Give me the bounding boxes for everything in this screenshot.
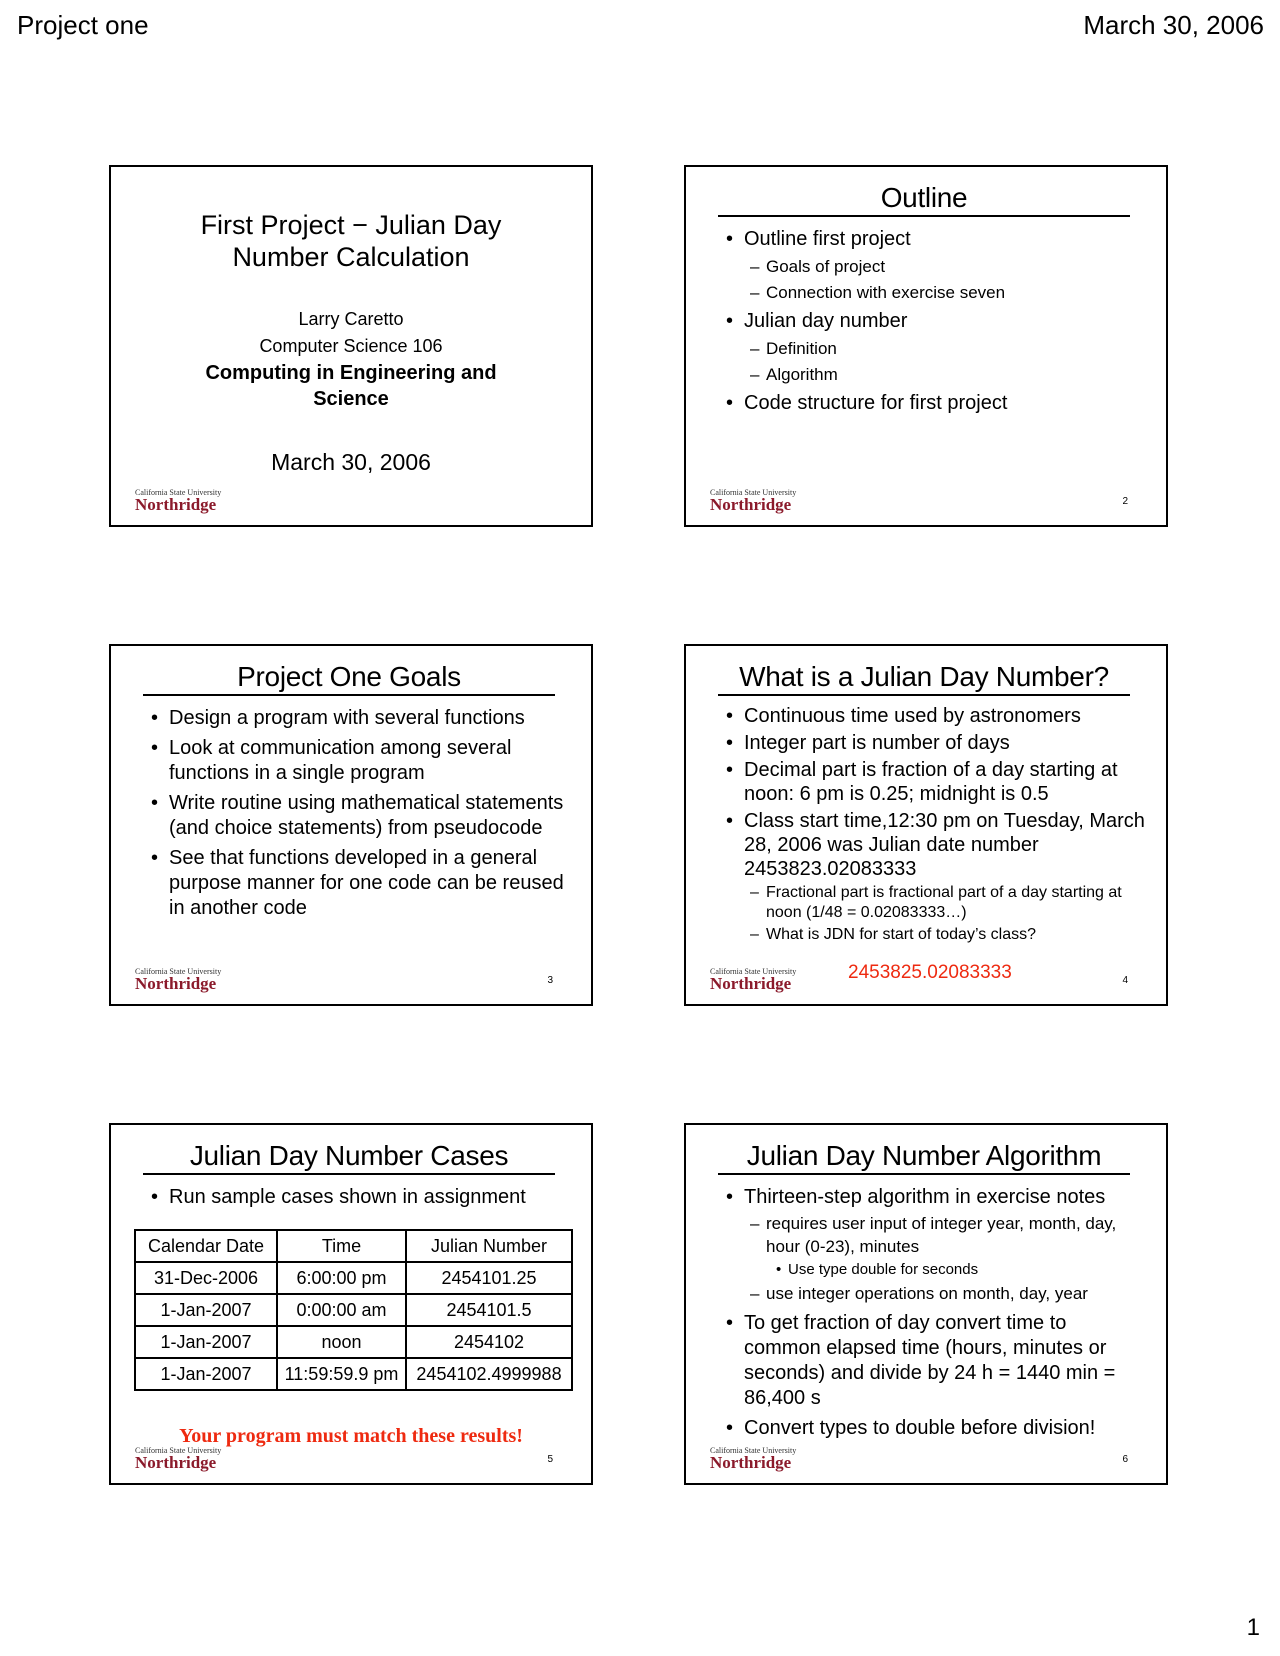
list-item: • Look at communication among several functions in a single program <box>149 736 571 786</box>
list-item: • Integer part is number of days <box>724 731 1146 755</box>
column-header: Calendar Date <box>135 1230 277 1262</box>
slide-title: Julian Day Number Cases <box>143 1139 555 1175</box>
csun-logo <box>135 489 221 513</box>
sub-item: – Definition <box>750 336 1146 362</box>
sub-item: – use integer operations on month, day, year <box>750 1282 1146 1306</box>
logo-line-2: Northridge <box>135 495 217 514</box>
list-item: • Design a program with several functions <box>149 706 571 731</box>
slide-title: Project One Goals <box>143 660 555 696</box>
logo-line-1: California State University <box>710 967 797 976</box>
slide-5 <box>109 1123 593 1485</box>
sub-item: – Goals of project <box>750 254 1146 280</box>
slide-number: 2 <box>1122 496 1128 507</box>
list-item: • See that functions developed in a general purpose manner for one code can be reused in another code <box>149 846 571 921</box>
slide-number: 3 <box>547 975 553 986</box>
list-item: • Decimal part is fraction of a day starting at noon: 6 pm is 0.25; midnight is 0.5 <box>724 758 1146 806</box>
table-cell: 1-Jan-2007 <box>135 1326 277 1358</box>
csun-logo <box>135 1447 221 1471</box>
list-item <box>724 391 1146 416</box>
logo-line-1: California State University <box>135 488 222 497</box>
slide-2 <box>684 165 1168 527</box>
table-cell: 1-Jan-2007 <box>135 1294 277 1326</box>
slide-1 <box>109 165 593 527</box>
page-number: 1 <box>1246 1614 1260 1641</box>
author-block <box>111 306 591 360</box>
bullet-text: Thirteen-step algorithm in exercise notes <box>744 1186 1106 1208</box>
slide-number: 4 <box>1122 975 1128 986</box>
table-cell: 2454101.5 <box>406 1294 572 1326</box>
csun-logo <box>710 489 796 513</box>
table-cell: 11:59:59.9 pm <box>277 1358 406 1390</box>
slide-6 <box>684 1123 1168 1485</box>
slide-title: What is a Julian Day Number? <box>718 660 1130 696</box>
cases-table <box>134 1229 573 1391</box>
list-item: • Write routine using mathematical statements (and choice statements) from pseudocode <box>149 791 571 841</box>
title-line-2: Number Calculation <box>232 242 470 272</box>
logo-line-2: Northridge <box>135 1453 217 1472</box>
course-name <box>111 360 591 412</box>
bullet-list <box>149 1185 571 1210</box>
list-item <box>724 1185 1146 1306</box>
bullet-text: Class start time,12:30 pm on Tuesday, March 28, 2006 was Julian date number 2453823.02083333 <box>744 810 1145 880</box>
sub-item: – What is JDN for start of today’s class? <box>750 923 1146 947</box>
bullet-text: Julian day number <box>744 310 908 332</box>
list-item: • To get fraction of day convert time to common elapsed time (hours, minutes or seconds) and divide by 24 h = 1440 min = 86,400 s <box>724 1311 1146 1411</box>
slide-3 <box>109 644 593 1006</box>
course-name-line-2: Science <box>313 388 389 410</box>
bullet-list <box>724 1185 1146 1441</box>
page-header-date: March 30, 2006 <box>1083 10 1264 40</box>
table-header-row <box>135 1230 572 1262</box>
table-cell: 31-Dec-2006 <box>135 1262 277 1294</box>
bullet-text: Code structure for first project <box>744 392 1008 414</box>
slide-1-date: March 30, 2006 <box>271 449 431 475</box>
bullet-text: Outline first project <box>744 228 911 250</box>
logo-line-1: California State University <box>710 1446 797 1455</box>
logo-line-1: California State University <box>135 967 222 976</box>
table-cell: 2454101.25 <box>406 1262 572 1294</box>
sub-item: – Connection with exercise seven <box>750 280 1146 306</box>
table-cell: 6:00:00 pm <box>277 1262 406 1294</box>
course-number: Computer Science 106 <box>259 336 443 356</box>
table-row <box>135 1326 572 1358</box>
table-row <box>135 1294 572 1326</box>
title-line-1: First Project − Julian Day <box>200 210 502 240</box>
list-item <box>724 809 1146 947</box>
logo-line-2: Northridge <box>710 1453 792 1472</box>
column-header: Time <box>277 1230 406 1262</box>
slide-title: Outline <box>718 181 1130 217</box>
slide-number: 6 <box>1122 1454 1128 1465</box>
sub-item-text: requires user input of integer year, month, day, hour (0-23), minutes <box>766 1214 1117 1256</box>
table-cell: 1-Jan-2007 <box>135 1358 277 1390</box>
slide-number: 5 <box>547 1454 553 1465</box>
sub-item: – Algorithm <box>750 362 1146 388</box>
table-cell: noon <box>277 1326 406 1358</box>
table-cell: 2454102.4999988 <box>406 1358 572 1390</box>
logo-line-2: Northridge <box>710 495 792 514</box>
logo-line-1: California State University <box>135 1446 222 1455</box>
table-cell: 2454102 <box>406 1326 572 1358</box>
match-note: Your program must match these results! <box>179 1425 523 1447</box>
csun-logo <box>710 1447 796 1471</box>
logo-line-2: Northridge <box>135 974 217 993</box>
logo-line-1: California State University <box>710 488 797 497</box>
list-item <box>724 227 1146 306</box>
bullet-list <box>724 704 1146 947</box>
csun-logo <box>710 968 796 992</box>
answer-value: 2453825.02083333 <box>848 962 1012 983</box>
logo-line-2: Northridge <box>710 974 792 993</box>
sub-item <box>750 1212 1146 1282</box>
bullet-list <box>724 227 1146 416</box>
course-name-line-1: Computing in Engineering and <box>205 362 497 384</box>
page-header-left: Project one <box>17 10 149 40</box>
slide-1-title <box>111 209 591 273</box>
column-header: Julian Number <box>406 1230 572 1262</box>
sub-item: – Fractional part is fractional part of a day starting at noon (1/48 = 0.02083333…) <box>750 883 1146 923</box>
table-row <box>135 1262 572 1294</box>
table-cell: 0:00:00 am <box>277 1294 406 1326</box>
list-item <box>724 309 1146 388</box>
author-name: Larry Caretto <box>298 309 404 329</box>
slide-title: Julian Day Number Algorithm <box>718 1139 1130 1175</box>
slide-4 <box>684 644 1168 1006</box>
csun-logo <box>135 968 221 992</box>
list-item: • Continuous time used by astronomers <box>724 704 1146 728</box>
list-item: • Convert types to double before division! <box>724 1416 1146 1441</box>
sub-sub-item: • Use type double for seconds <box>776 1258 1146 1282</box>
list-item: • Run sample cases shown in assignment <box>149 1185 571 1210</box>
bullet-list <box>149 706 571 921</box>
table-row <box>135 1358 572 1390</box>
